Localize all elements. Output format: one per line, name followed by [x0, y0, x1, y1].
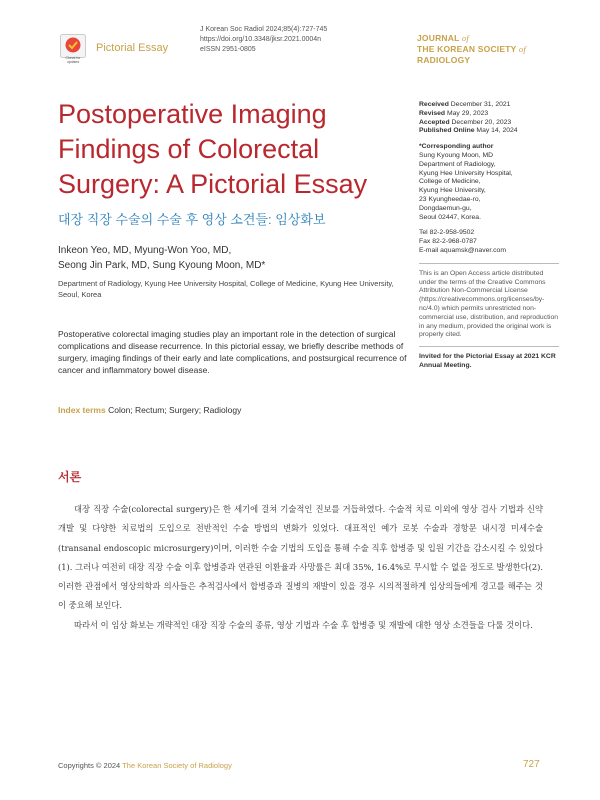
publication-dates: Received December 31, 2021 Revised May 29, 2023 Accepted December 20, 2023 Published Online May 14, 2024 [419, 101, 518, 135]
license-text: This is an Open Access article distributed under the terms of the Creative Commons Attribution Non-Commercial License (https://creativecommons.org/licenses/by-nc/4.0) which permits unrestricted non-commercial use, distribution, and reproduction in any medium, provided the original work is properly cited. [419, 269, 559, 339]
article-title: Postoperative Imaging Findings of Colorectal Surgery: A Pictorial Essay [58, 99, 368, 199]
article-info-sidebar [419, 101, 559, 371]
divider [419, 346, 559, 347]
page-number: 727 [523, 759, 540, 770]
paragraph: 대장 직장 수술(colorectal surgery)은 한 세기에 걸쳐 기술적인 진보를 거듭하였다. 수술적 치료 이외에 영상 검사 기법과 신약 개발 및 다양한 치료법의 도입으로 전반적인 수술 방법의 변화가 있었다. 대표적인 예가 로봇 수술과 경항문 내시경 미세수술(transanal endoscopic microsurgery)이며, 이러한 수술 기법의 도입을 통해 수술 직후 합병증 및 입원 기간을 감소시킬 수 있었다(1). 그러나 여전히 대장 직장 수술 이후 합병증과 연관된 이환율과 사망률은 최대 35%, 16.4%로 무시할 수 없을 정도로 발생한다(2). 이러한 관점에서 영상의학과 의사들은 추적검사에서 합병증과 질병의 재발이 있을 경우 시의적절하게 임상의들에게 경고를 해주는 것이 중요해 보인다. [58, 504, 543, 611]
copyright: Copyrights © 2024 The Korean Society of Radiology [58, 761, 232, 770]
citation: J Korean Soc Radiol 2024;85(4):727-745 [200, 26, 328, 33]
journal-logo: JOURNAL of THE KOREAN SOCIETY of RADIOLOGY [417, 33, 526, 65]
badge-text: Check for updates [65, 56, 81, 64]
corresponding-author: *Corresponding author Sung Kyoung Moon, MD Department of Radiology, Kyung Hee University Hospital, College of Medicine, Kyung Hee University, 23 Kyungheedae-ro, Dongdaemun-gu, Seoul 02447, Korea. [419, 143, 513, 221]
eissn: eISSN 2951-0805 [200, 46, 256, 53]
paragraph: 따라서 이 임상 화보는 개략적인 대장 직장 수술의 종류, 영상 기법과 수술 후 합병증 및 재발에 대한 영상 소견들을 다룰 것이다. [74, 619, 533, 630]
email-link[interactable]: aquamsk@naver.com [440, 246, 506, 254]
affiliation: Department of Radiology, Kyung Hee University Hospital, College of Medicine, Kyung Hee University, Seoul, Korea [58, 279, 394, 299]
index-terms [58, 405, 241, 415]
divider [419, 263, 559, 264]
doi-link[interactable]: https://doi.org/10.3348/jksr.2021.0004n [200, 36, 322, 43]
contact-info: Tel 82-2-958-9502 Fax 82-2-968-0787 E-mail aquamsk@naver.com [419, 229, 506, 254]
section-heading: 서론 [58, 470, 82, 484]
korean-title: 대장 직장 수술의 수술 후 영상 소견들: 임상화보 [58, 212, 326, 227]
check-for-updates-icon [60, 34, 86, 58]
invited-note: Invited for the Pictorial Essay at 2021 KCR Annual Meeting. [419, 353, 556, 369]
author-list: Inkeon Yeo, MD, Myung-Won Yoo, MD, Seong Jin Park, MD, Sung Kyoung Moon, MD* [58, 245, 266, 271]
body-text [58, 500, 543, 635]
journal-reference [200, 25, 327, 55]
index-terms-values: Colon; Rectum; Surgery; Radiology [108, 405, 242, 415]
section-label: Pictorial Essay [96, 42, 169, 54]
abstract: Postoperative colorectal imaging studies play an important role in the detection of surgical complications and disease recurrence. In this pictorial essay, we briefly describe methods of surgery, imaging findings of their early and late complications, and postsurgical recurrence of cancer and inflammatory bowel disease. [58, 329, 407, 375]
index-terms-label: Index terms [58, 405, 106, 415]
